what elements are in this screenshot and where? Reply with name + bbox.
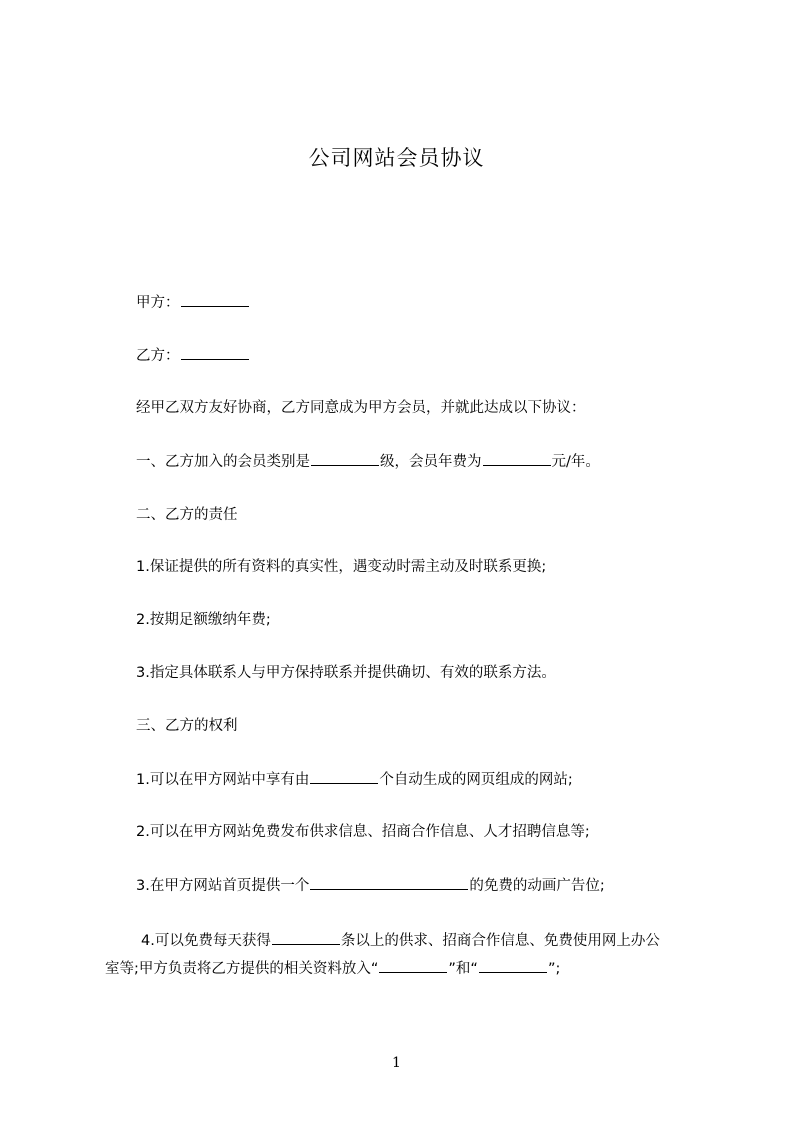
party-b-label: 乙方：	[136, 348, 180, 364]
party-a-blank	[181, 292, 249, 307]
daily-info-count-blank	[272, 930, 340, 945]
section3-item4-line2-part3: ”;	[547, 961, 561, 977]
placement-blank-1	[379, 958, 447, 973]
page-number: 1	[392, 1055, 401, 1071]
section3-item1	[136, 769, 573, 790]
section2-heading: 二、乙方的责任	[136, 507, 238, 523]
placement-blank-2	[479, 958, 547, 973]
ad-slot-blank	[310, 875, 468, 890]
section3-item2: 2.可以在甲方网站免费发布供求信息、招商合作信息、人才招聘信息等;	[136, 824, 590, 840]
section3-heading: 三、乙方的权利	[136, 718, 238, 734]
section3-item4-line2-part1: 室等;甲方负责将乙方提供的相关资料放入“	[105, 961, 379, 977]
clause1-part1: 一、乙方加入的会员类别是	[136, 454, 310, 470]
clause1-part2: 级，会员年费为	[380, 454, 482, 470]
section3-item3-part2: 的免费的动画广告位;	[469, 878, 605, 894]
party-a-line	[136, 292, 250, 313]
section3-item4-line1	[141, 930, 660, 951]
webpage-count-blank	[310, 769, 378, 784]
annual-fee-blank	[483, 451, 551, 466]
section2-item2: 2.按期足额缴纳年费;	[136, 612, 271, 628]
section3-item4-line1-part2: 条以上的供求、招商合作信息、免费使用网上办公	[340, 933, 660, 949]
section3-item1-part2: 个自动生成的网页组成的网站;	[379, 772, 573, 788]
party-b-line	[136, 345, 250, 366]
section3-item1-part1: 1.可以在甲方网站中享有由	[136, 772, 310, 788]
section3-item3	[136, 875, 605, 896]
section3-item4-line2	[105, 958, 560, 979]
clause1-part3: 元/年。	[551, 454, 600, 470]
party-a-label: 甲方：	[136, 295, 180, 311]
party-b-blank	[181, 345, 249, 360]
intro-paragraph: 经甲乙双方友好协商，乙方同意成为甲方会员，并就此达成以下协议：	[136, 400, 586, 416]
section2-item1: 1.保证提供的所有资料的真实性，遇变动时需主动及时联系更换;	[136, 559, 547, 575]
section2-item3: 3.指定具体联系人与甲方保持联系并提供确切、有效的联系方法。	[136, 665, 556, 681]
document-title: 公司网站会员协议	[308, 146, 485, 170]
clause-membership	[136, 451, 600, 472]
section3-item4-line2-part2: ”和“	[448, 961, 478, 977]
section3-item3-part1: 3.在甲方网站首页提供一个	[136, 878, 310, 894]
section3-item4-line1-part1: 4.可以免费每天获得	[141, 933, 271, 949]
member-level-blank	[311, 451, 379, 466]
